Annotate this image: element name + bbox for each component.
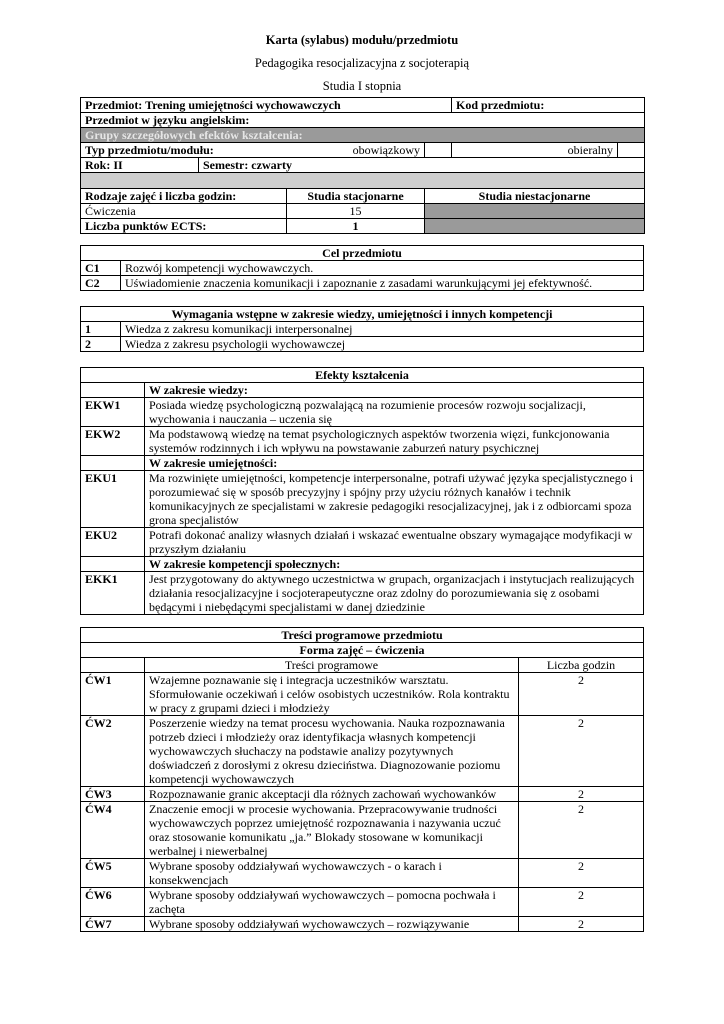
content-code: ĆW7 <box>81 917 145 932</box>
table-row <box>81 471 644 528</box>
table-row <box>81 787 644 802</box>
empty-cell <box>81 456 145 471</box>
content-col-header: Treści programowe <box>145 658 519 673</box>
outcome-groups-label: Grupy szczegółowych efektów kształcenia: <box>81 128 645 143</box>
content-text: Wzajemne poznawanie się i integracja uczestników warsztatu. Sformułowanie oczekiwań i celów osobistych uczestników. Rola kontraktu w pracy z grupami dzieci i młodzieży <box>145 673 519 716</box>
subject-code-label: Kod przedmiotu: <box>452 98 645 113</box>
content-code: ĆW1 <box>81 673 145 716</box>
stationary-header: Studia stacjonarne <box>287 189 425 204</box>
table-row <box>81 322 644 337</box>
knowledge-header: W zakresie wiedzy: <box>145 383 644 398</box>
table-row <box>81 276 644 291</box>
ects-value: 1 <box>287 219 425 234</box>
hours-col-header: Liczba godzin <box>519 658 644 673</box>
hours-header: Rodzaje zajęć i liczba godzin: <box>81 189 287 204</box>
empty-cell <box>81 557 145 572</box>
classes-hours: 15 <box>287 204 425 219</box>
prereq-title: Wymagania wstępne w zakresie wiedzy, umiejętności i innych kompetencji <box>81 307 644 322</box>
content-hours: 2 <box>519 859 644 888</box>
type-label: Typ przedmiotu/modułu: <box>81 143 287 158</box>
outcome-code: EKK1 <box>81 572 145 615</box>
table-row <box>81 802 644 859</box>
classes-label: Ćwiczenia <box>81 204 287 219</box>
classes-nonstationary <box>425 204 645 219</box>
prereq-text: Wiedza z zakresu psychologii wychowawczej <box>121 337 644 352</box>
content-text: Wybrane sposoby oddziaływań wychowawczych – pomocna pochwała i zachęta <box>145 888 519 917</box>
content-text: Znaczenie emocji w procesie wychowania. Przepracowywanie trudności wychowawczych poprzez umiejętność rozpoznawania i nazywania uczuć oraz stosowanie komunikatu „ja.” Blokady stosowane w komunikacji werbalnej i niewerbalnej <box>145 802 519 859</box>
content-hours: 2 <box>519 716 644 787</box>
ects-label: Liczba punktów ECTS: <box>81 219 287 234</box>
nonstationary-header: Studia niestacjonarne <box>425 189 645 204</box>
goals-title: Cel przedmiotu <box>81 246 644 261</box>
outcome-text: Jest przygotowany do aktywnego uczestnictwa w grupach, organizacjach i instytucjach realizujących działania resocjalizacyjne i socjoterapeutyczne oraz zdolny do porozumiewania się z osobami będącymi i niebędącymi specjalistami w danej dziedzinie <box>145 572 644 615</box>
prereq-code: 2 <box>81 337 121 352</box>
outcome-text: Ma podstawową wiedzę na temat psychologicznych aspektów tworzenia więzi, funkcjonowania systemów rodzinnych i ich wpływu na powstawanie zaburzeń natury psychicznej <box>145 427 644 456</box>
semester-label: Semestr: czwarty <box>199 158 645 173</box>
type-obligatory-checkbox[interactable] <box>425 143 452 158</box>
ects-nonstationary <box>425 219 645 234</box>
table-row <box>81 716 644 787</box>
content-code: ĆW6 <box>81 888 145 917</box>
outcomes-table <box>80 367 644 615</box>
content-text: Rozpoznawanie granic akceptacji dla różnych zachowań wychowanków <box>145 787 519 802</box>
table-row <box>81 572 644 615</box>
content-hours: 2 <box>519 917 644 932</box>
outcome-code: EKU1 <box>81 471 145 528</box>
goals-table <box>80 245 644 291</box>
english-name-label: Przedmiot w języku angielskim: <box>81 113 645 128</box>
table-row <box>81 337 644 352</box>
content-code: ĆW3 <box>81 787 145 802</box>
goal-text: Rozwój kompetencji wychowawczych. <box>121 261 644 276</box>
separator-row <box>81 173 645 189</box>
empty-cell <box>81 658 145 673</box>
table-row <box>81 427 644 456</box>
table-row <box>81 917 644 932</box>
table-row <box>81 528 644 557</box>
content-code: ĆW4 <box>81 802 145 859</box>
content-hours: 2 <box>519 787 644 802</box>
empty-cell <box>81 383 145 398</box>
content-hours: 2 <box>519 888 644 917</box>
type-obligatory: obowiązkowy <box>287 143 425 158</box>
goal-code: C1 <box>81 261 121 276</box>
outcome-code: EKW1 <box>81 398 145 427</box>
year-label: Rok: II <box>81 158 199 173</box>
type-elective: obieralny <box>452 143 618 158</box>
program-name: Pedagogika resocjalizacyjna z socjoterapią <box>254 56 470 70</box>
content-text: Poszerzenie wiedzy na temat procesu wychowania. Nauka rozpoznawania potrzeb dzieci i młodzieży oraz identyfikacja własnych kompetencji wychowawczych słuchaczy na podstawie analizy pozytywnych doświadczeń z dorosłymi z okresu dzieciństwa. Diagnozowanie poziomu kompetencji wychowawczych <box>145 716 519 787</box>
outcome-code: EKW2 <box>81 427 145 456</box>
outcome-text: Ma rozwinięte umiejętności, kompetencje interpersonalne, potrafi używać języka specjalistycznego i porozumiewać się w sposób precyzyjny i spójny przy użyciu różnych kanałów i technik komunikacyjnych ze specjalistami w zakresie pedagogiki resocjalizacyjnej, jak i z odbiorcami spoza grona specjalistów <box>145 471 644 528</box>
content-code: ĆW5 <box>81 859 145 888</box>
outcome-code: EKU2 <box>81 528 145 557</box>
content-code: ĆW2 <box>81 716 145 787</box>
prerequisites-table <box>80 306 644 352</box>
prereq-text: Wiedza z zakresu komunikacji interpersonalnej <box>121 322 644 337</box>
content-form: Forma zajęć – ćwiczenia <box>81 643 644 658</box>
subject-info-table <box>80 97 645 234</box>
skills-header: W zakresie umiejętności: <box>145 456 644 471</box>
content-title: Treści programowe przedmiotu <box>81 628 644 643</box>
table-row <box>81 261 644 276</box>
outcome-text: Potrafi dokonać analizy własnych działań i wskazać ewentualne obszary wymagające modyfikacji w przyszłym działaniu <box>145 528 644 557</box>
goal-text: Uświadomienie znaczenia komunikacji i zapoznanie z zasadami warunkującymi jej efektywność. <box>121 276 644 291</box>
prereq-code: 1 <box>81 322 121 337</box>
table-row <box>81 859 644 888</box>
type-elective-checkbox[interactable] <box>618 143 645 158</box>
document-title: Karta (sylabus) modułu/przedmiotu <box>265 33 459 47</box>
table-row <box>81 673 644 716</box>
study-level: Studia I stopnia <box>322 79 402 93</box>
content-hours: 2 <box>519 673 644 716</box>
table-row <box>81 888 644 917</box>
subject-name: Przedmiot: Trening umiejętności wychowawczych <box>81 98 452 113</box>
content-text: Wybrane sposoby oddziaływań wychowawczych - o karach i konsekwencjach <box>145 859 519 888</box>
content-hours: 2 <box>519 802 644 859</box>
table-row <box>81 398 644 427</box>
outcome-text: Posiada wiedzę psychologiczną pozwalającą na rozumienie procesów rozwoju socjalizacji, wychowania i nauczania – uczenia się <box>145 398 644 427</box>
content-table <box>80 627 644 932</box>
goal-code: C2 <box>81 276 121 291</box>
outcomes-title: Efekty kształcenia <box>81 368 644 383</box>
content-text: Wybrane sposoby oddziaływań wychowawczych – rozwiązywanie <box>145 917 519 932</box>
social-header: W zakresie kompetencji społecznych: <box>145 557 644 572</box>
